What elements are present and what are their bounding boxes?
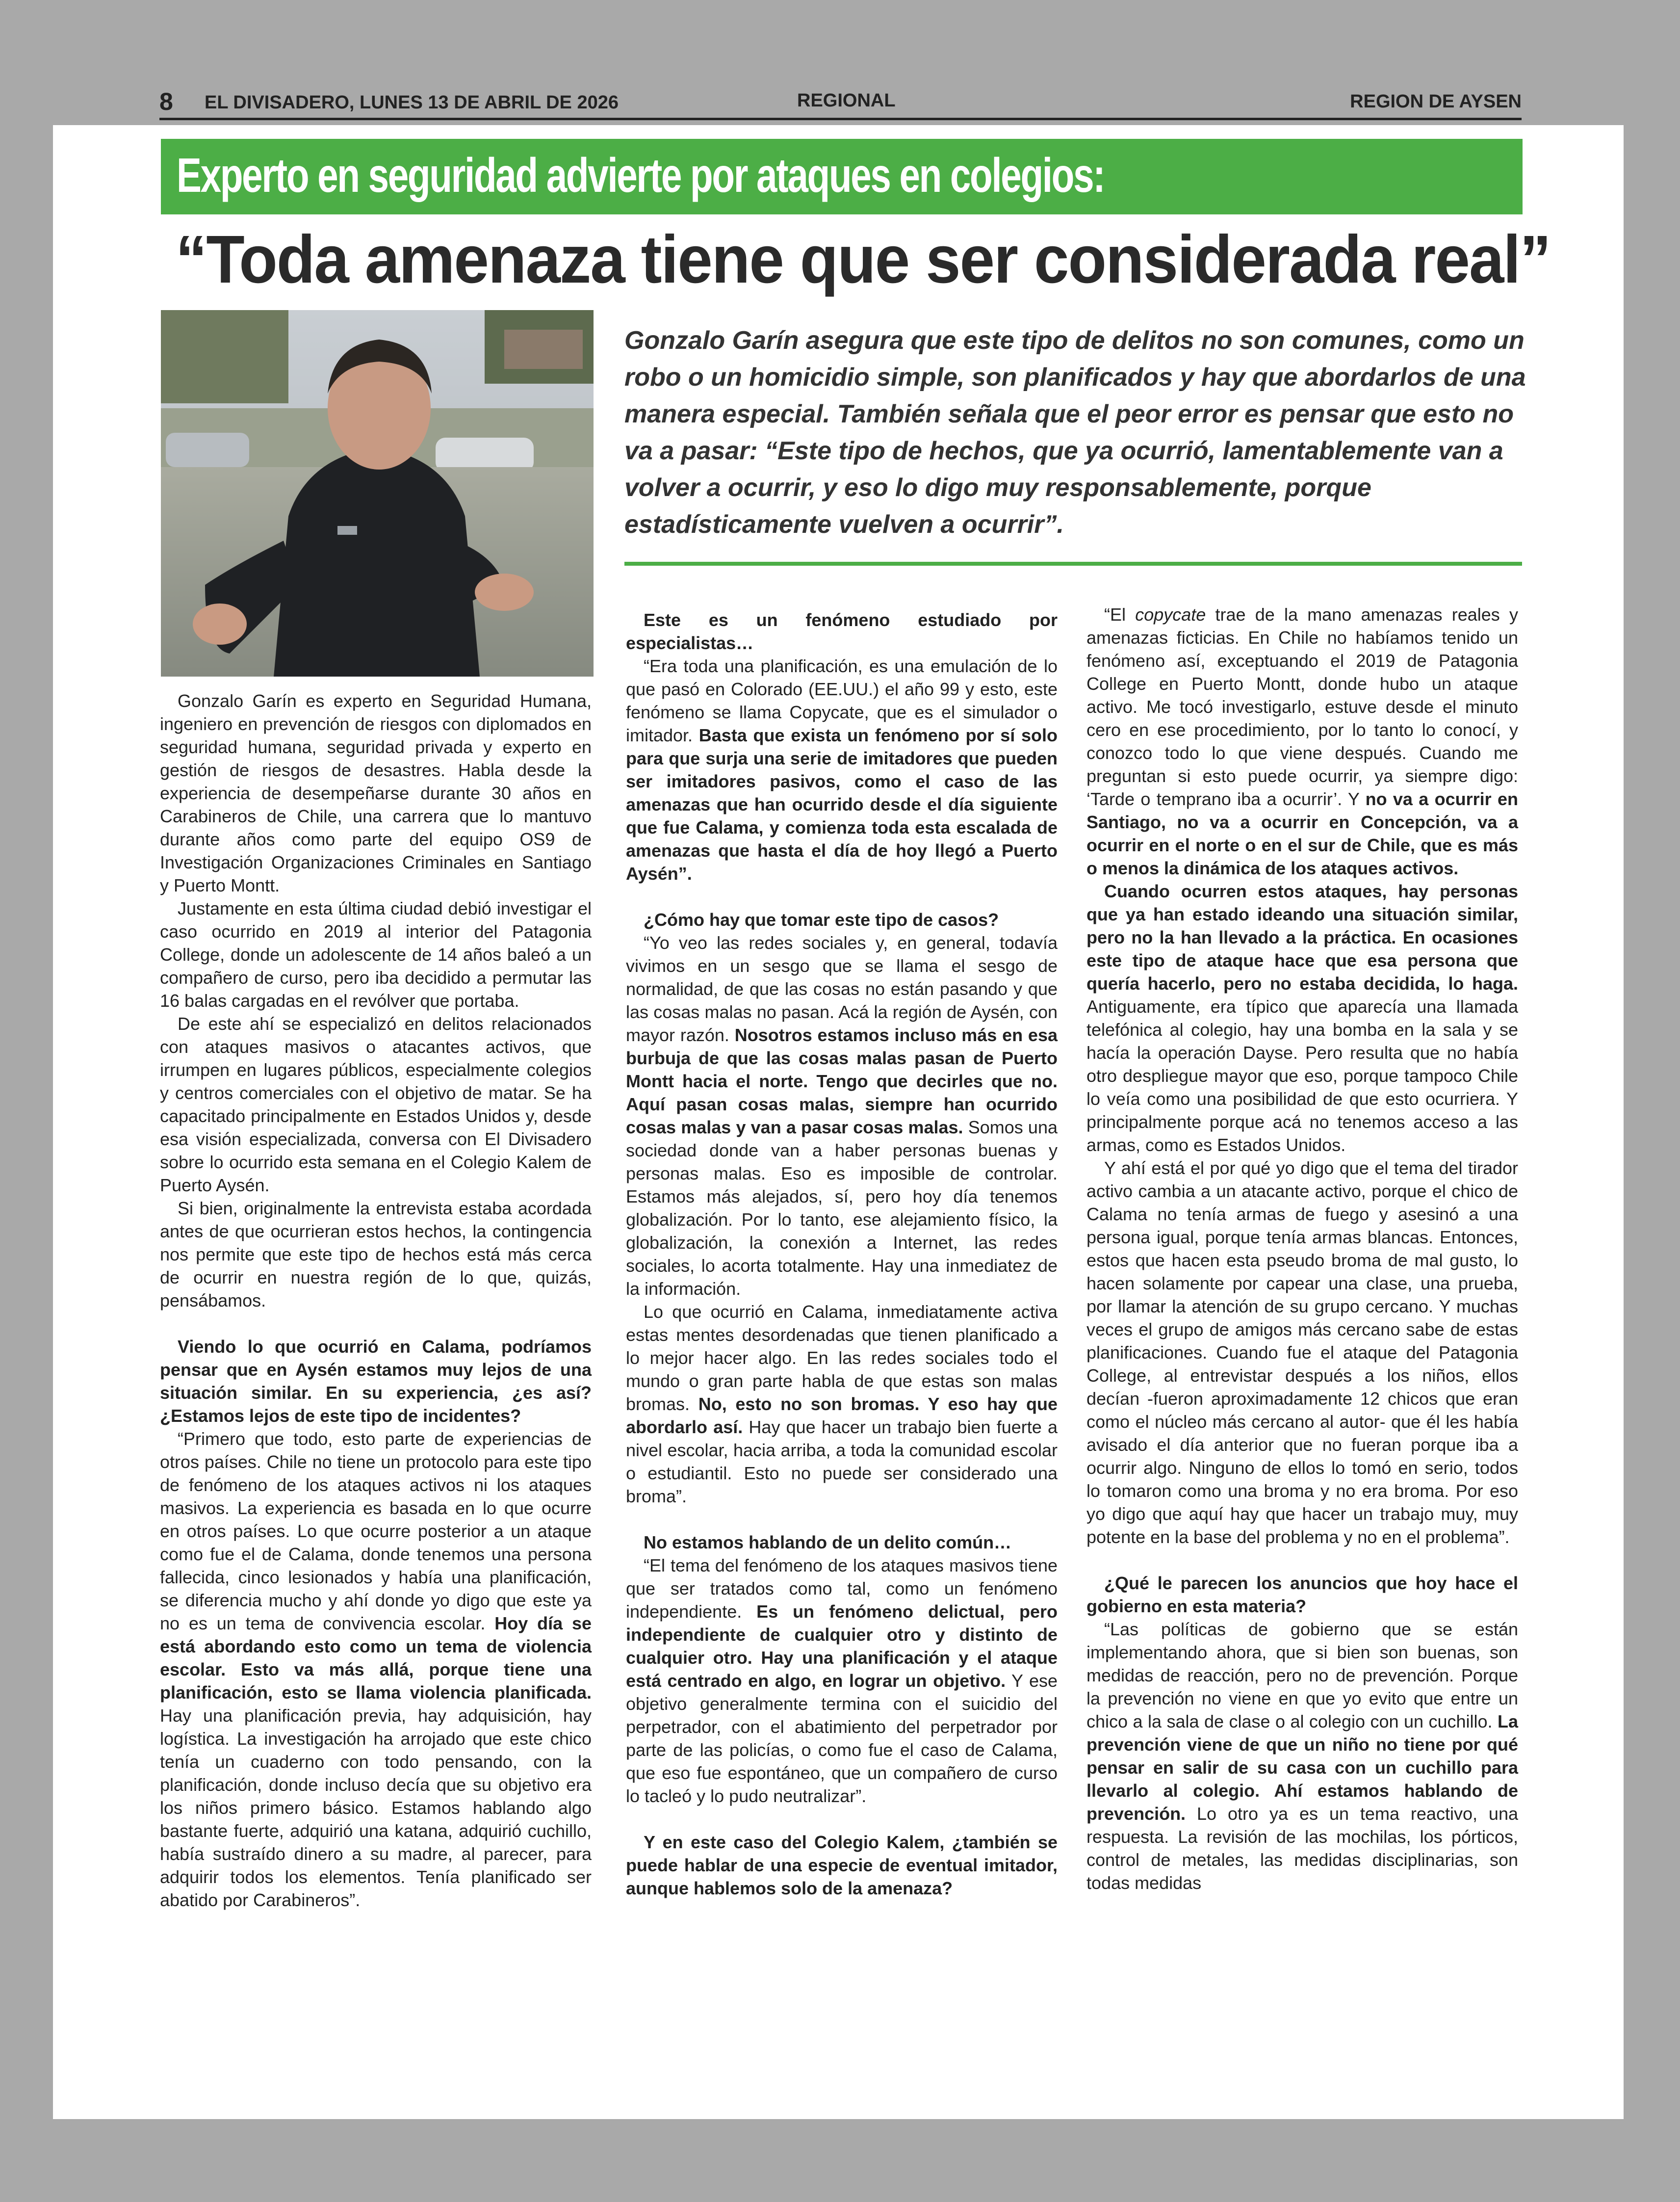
italic-run: copycate — [1135, 604, 1206, 625]
article-column-2 — [626, 608, 1058, 1900]
headline: “Toda amenaza tiene que ser considerada real” — [176, 222, 1551, 297]
newspaper-page — [53, 125, 1624, 2119]
page-header — [159, 87, 1522, 120]
lede-divider — [624, 562, 1522, 566]
kicker-text: Experto en seguridad advierte por ataques en colegios: — [177, 148, 1105, 202]
bold-run: Nosotros estamos incluso más en esa burbuja de que las cosas malas pasan de Puerto Montt hacia el norte. Tengo que decirles que no. Aquí pasan cosas malas, siempre han ocurrido cosas malas y van a pasar cosas malas. — [626, 1025, 1058, 1137]
text-run: “El — [1104, 604, 1136, 625]
paragraph: Justamente en esta última ciudad debió investigar el caso ocurrido en 2019 al interior del Patagonia College, donde un adolescente de 14 años baleó a un compañero de curso, pero iba decidido a permutar las 16 balas cargadas en el revólver que portaba. — [160, 898, 592, 1011]
text-run: Hay que hacer un trabajo bien fuerte a nivel escolar, hacia arriba, a toda la comunidad escolar o estudiantil. Esto no puede ser considerado una broma”. — [626, 1417, 1058, 1506]
bold-run: Cuando ocurren estos ataques, hay personas que ya han estado ideando una situación similar, pero no la han llevado a la práctica. En ocasiones este tipo de ataque hace que esa persona que quería hacerlo, pero no estaba decidida, lo haga. — [1086, 881, 1518, 994]
interview-question: ¿Qué le parecen los anuncios que hoy hace el gobierno en esta materia? — [1086, 1573, 1518, 1616]
paragraph — [1086, 603, 1518, 880]
paragraph: Gonzalo Garín es experto en Seguridad Humana, ingeniero en prevención de riesgos con diplomados en seguridad humana, seguridad privada y experto en gestión de riesgos de desastres. Habla desde la experiencia de desempeñarse durante 30 años en Carabineros de Chile, una carrera que lo mantuvo durante años como parte del equipo OS9 de Investigación Organizaciones Criminales en Santiago y Puerto Montt. — [160, 691, 592, 895]
bold-run: Es un fenómeno delictual, pero independiente de cualquier otro y distinto de cualquier otro. Hay una planificación y el ataque está centrado en algo, en lograr un objetivo. — [626, 1601, 1058, 1691]
bold-run: Hoy día se está abordando esto como un tema de violencia escolar. Esto va más allá, porque tiene una planificación, esto se llama violencia planificada. — [160, 1613, 592, 1703]
paragraph — [626, 1554, 1058, 1808]
paragraph — [626, 1300, 1058, 1508]
paragraph: Si bien, originalmente la entrevista estaba acordada antes de que ocurrieran estos hechos, la contingencia nos permite que este tipo de hechos está más cerca de ocurrir en nuestra región de lo que, quizás, pensábamos. — [160, 1198, 592, 1311]
text-run: “Primero que todo, esto parte de experiencias de otros países. Chile no tiene un protocolo para este tipo de fenómeno de los ataques activos ni los ataques masivos. La experiencia es basada en lo que ocurre en otros países. Lo que ocurre posterior a un ataque como fue el de Calama, donde tenemos una persona fallecida, cinco lesionados y había una planificación, se diferencia mucho y ahí donde yo digo que este ya no es un tema de convivencia escolar. — [160, 1429, 592, 1633]
lede-paragraph: Gonzalo Garín asegura que este tipo de delitos no son comunes, como un robo o un homicidio simple, son planificados y hay que abordarlos de una manera especial. También señala que el peor error es pensar que esto no va a pasar: “Este tipo de hechos, que ya ocurrió, lamentablemente van a volver a ocurrir, y eso lo digo muy responsablemente, porque estadísticamente vuelven a ocurrir”. — [624, 326, 1526, 539]
paragraph — [1086, 1618, 1518, 1894]
interview-question: ¿Cómo hay que tomar este tipo de casos? — [644, 910, 999, 930]
text-run: Lo otro ya es un tema reactivo, una respuesta. La revisión de las mochilas, los pórticos, control de metales, las medidas disciplinarias, son todas medidas — [1086, 1804, 1518, 1893]
text-run: “Era toda una planificación, es una emulación de lo que pasó en Colorado (EE.UU.) el año 99 y esto, este fenómeno se llama Copycate, que es el simulador o imitador. — [626, 656, 1058, 745]
section-label: REGIONAL — [797, 90, 896, 111]
paragraph — [1086, 880, 1518, 1156]
text-run: “Yo veo las redes sociales y, en general, todavía vivimos en un sesgo que se llama el sesgo de normalidad, de que las cosas no están pasando y que las cosas malas no pasan. Acá la región de Aysén, con mayor razón. — [626, 933, 1058, 1045]
paragraph — [626, 931, 1058, 1300]
bold-run: No, esto no son bromas. Y eso hay que abordarlo así. — [626, 1394, 1058, 1437]
text-run: “Las políticas de gobierno que se están implementando ahora, que si bien son buenas, son medidas de reacción, pero no de prevención. Porque la prevención no viene en que yo evito que entre un chico a la sala de clase o al colegio con un cuchillo. — [1086, 1619, 1518, 1731]
article-column-3 — [1086, 603, 1518, 1894]
paragraph: Y ahí está el por qué yo digo que el tema del tirador activo cambia a un atacante activo, porque el chico de Calama no tenía armas de fuego y asesinó a una persona igual, porque tenía armas blancas. Entonces, estos que hacen esta pseudo broma de mal gusto, lo hacen solamente por capear una clase, una prueba, por llamar la atención de su grupo cercano. Y muchas veces el grupo de amigos más cercano sabe de estas planificaciones. Cuando fue el ataque del Patagonia College, al entrevistar después a los niños, ellos decían -fueron aproximadamente 12 chicos que eran como el núcleo más cercano al autor- que él les había avisado el día anterior que no fueran porque iba a ocurrir algo. Ninguno de ellos lo tomó en serio, todos lo tomaron como una broma y no era broma. Por eso yo digo que aquí hay que hacer un trabajo muy, muy potente en la base del problema y no en el problema”. — [1086, 1158, 1518, 1547]
publication-dateline: EL DIVISADERO, LUNES 13 DE ABRIL DE 2026 — [205, 92, 619, 113]
paragraph — [160, 1427, 592, 1912]
text-run: trae de la mano amenazas reales y amenazas ficticias. En Chile no habíamos tenido un fenómeno así, exceptuando el 2019 de Patagonia College en Puerto Montt, donde hubo un ataque activo. Me tocó investigarlo, estuve desde el minuto cero en ese procedimiento, por lo tanto lo conocí, y conozco todo lo que viene después. Cuando me preguntan si esto puede ocurrir, ya siempre digo: ‘Tarde o temprano iba a ocurrir’. Y — [1086, 604, 1518, 809]
bold-run: no va a ocurrir en Santiago, no va a ocurrir en Concepción, va a ocurrir en el norte o en el sur de Chile, que es más o menos la dinámica de los ataques activos. — [1086, 789, 1518, 878]
page-number: 8 — [159, 88, 173, 115]
paragraph: De este ahí se especializó en delitos relacionados con ataques masivos o atacantes activos, que irrumpen en lugares públicos, especialmente colegios y centros comerciales con el objetivo de matar. Se ha capacitado principalmente en Estados Unidos y, desde esa visión especializada, conversa con El Divisadero sobre lo ocurrido esta semana en el Colegio Kalem de Puerto Aysén. — [160, 1014, 592, 1195]
bold-run: La prevención viene de que un niño no tiene por qué pensar en salir de su casa con un cuchillo para llevarlo al colegio. Ahí estamos hablando de prevención. — [1086, 1711, 1518, 1824]
text-run: Somos una sociedad donde van a haber personas buenas y personas malas. Eso es imposible de controlar. Estamos más alejados, sí, pero hoy día tenemos globalización. Por lo tanto, ese alejamiento físico, la globalización, la conexión a Internet, las redes sociales, lo acorta totalmente. Hay una inmediatez de la información. — [626, 1117, 1058, 1299]
text-run: Hay una planificación previa, hay adquisición, hay logística. La investigación ha arrojado que este chico tenía un cuaderno con todo pensando, con la planificación, donde incluso decía que su objetivo era los niños primero básico. Estamos hablando algo bastante fuerte, adquirió una katana, adquirió cuchillo, había sustraído dinero a su madre, al parecer, para adquirir todos los elementos. Tenía planificado ser abatido por Carabineros”. — [160, 1705, 592, 1910]
region-label: REGION DE AYSEN — [1350, 91, 1522, 112]
interview-question: No estamos hablando de un delito común… — [644, 1532, 1012, 1552]
text-run: Antiguamente, era típico que aparecía una llamada telefónica al colegio, hay una bomba en la sala y se hacía la operación Dayse. Pero resulta que no había otro despliegue mayor que eso, porque tampoco Chile lo veía como una posibilidad de que esto ocurriera. Y principalmente porque acá no tenemos acceso a las armas, como es Estados Unidos. — [1086, 996, 1518, 1155]
man-gesturing-photo — [161, 310, 594, 677]
interview-question: Y en este caso del Colegio Kalem, ¿también se puede hablar de una especie de eventual imitador, aunque hablemos solo de la amenaza? — [626, 1832, 1058, 1898]
paragraph — [626, 655, 1058, 885]
interview-question: Este es un fenómeno estudiado por especialistas… — [626, 610, 1058, 653]
interview-question: Viendo lo que ocurrió en Calama, podríamos pensar que en Aysén estamos muy lejos de una situación similar. En su experiencia, ¿es así? ¿Estamos lejos de este tipo de incidentes? — [160, 1337, 592, 1426]
text-run: “El tema del fenómeno de los ataques masivos tiene que ser tratados como tal, como un fenómeno independiente. — [626, 1555, 1058, 1622]
bold-run: Basta que exista un fenómeno por sí solo para que surja una serie de imitadores que pueden ser imitadores pasivos, como el caso de las amenazas que han ocurrido desde el día siguiente que fue Calama, y comienza toda esta escalada de amenazas que hasta el día de hoy llegó a Puerto Aysén”. — [626, 725, 1058, 884]
kicker-banner — [161, 139, 1523, 214]
text-run: Y ese objetivo generalmente termina con el suicidio del perpetrador, con el abatimiento del perpetrador por parte de las policías, o como fue el caso de Calama, que eso fue espontáneo, que un compañero de curso lo tacleó y lo pudo neutralizar”. — [626, 1671, 1058, 1806]
article-column-1 — [160, 689, 592, 1912]
text-run: Lo que ocurrió en Calama, inmediatamente activa estas mentes desordenadas que tienen planificado a lo mejor hacer algo. En las redes sociales todo el mundo o gran parte habla de que estas son malas bromas. — [626, 1302, 1058, 1414]
